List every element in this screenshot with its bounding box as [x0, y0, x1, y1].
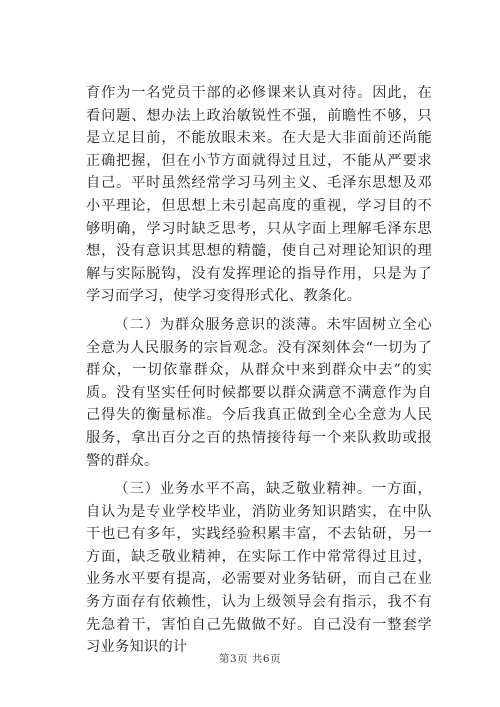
paragraph-section-2: （二）为群众服务意识的淡薄。未牢固树立全心全意为人民服务的宗旨观念。没有深刻体会“一切为了群众，一切依靠群众，从群众中来到群众中去”的实质。没有坚实任何时候都要以群众满意不满意作为自己得失的衡量标准。今后我真正做到全心全意为人民服务，拿出百分之百的热情接待每一个来队救助或报警的群众。: [86, 316, 432, 469]
paragraph-section-3: （三）业务水平不高，缺乏敬业精神。一方面，自认为是专业学校毕业，消防业务知识踏实，在中队干也已有多年，实践经验积累丰富，不去钻研，另一方面，缺乏敬业精神，在实际工作中常常得过且过，业务水平要有提高，必需要对业务钻研，而自己在业务方面存有依赖性，认为上级领导会有指示，我不有先急着干，害怕自己先做做不好。自己没有一整套学习业务知识的计: [86, 481, 432, 656]
paragraph-continued: 育作为一名党员干部的必修课来认真对待。因此，在看问题、想办法上政治敏锐性不强，前瞻性不够，只是立足目前，不能放眼未来。在大是大非面前还尚能正确把握，但在小节方面就得过且过，不能从严要求自己。平时虽然经常学习马列主义、毛泽东思想及邓小平理论，但思想上未引起高度的重视，学习目的不够明确，学习时缺乏思考，只从字面上理解毛泽东思想，没有意识其思想的精髓，使自己对理论知识的理解与实际脱钩，没有发挥理论的指导作用，只是为了学习而学习，使学习变得形式化、教条化。: [86, 85, 432, 305]
body-text: [86, 82, 432, 665]
page-number-footer: 第3页 共6页: [218, 653, 282, 665]
